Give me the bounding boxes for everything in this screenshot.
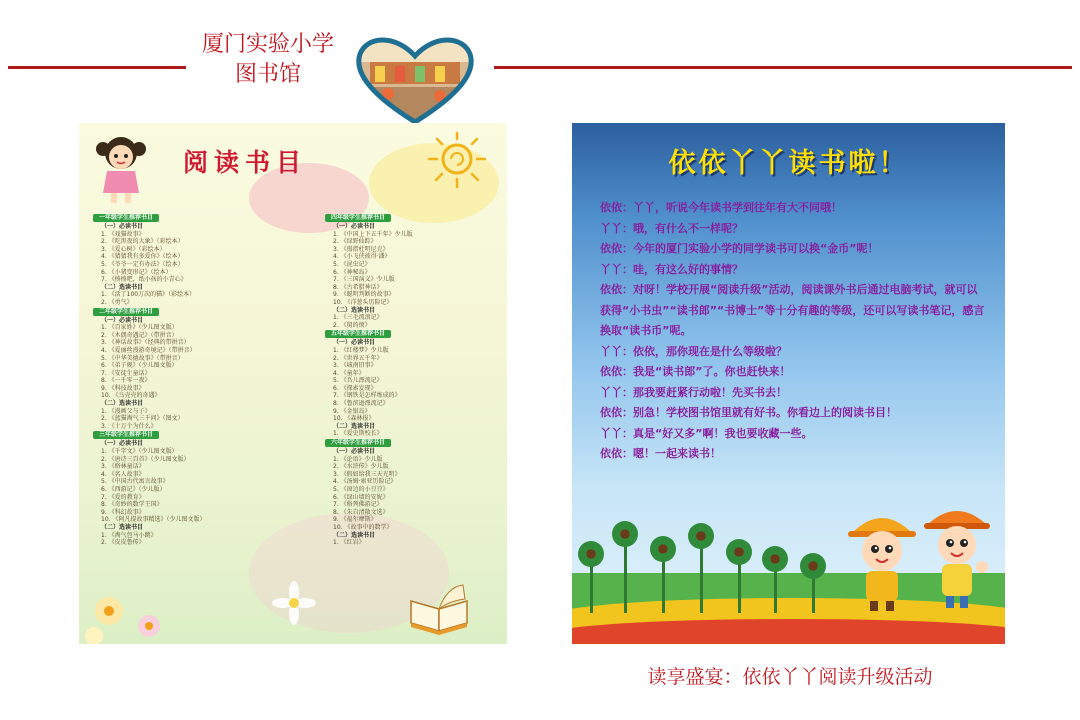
book-item: 2. 《皮皮鲁传》 bbox=[101, 539, 145, 547]
book-item: 2. 《吃黑夜的大象》（彩绘本） bbox=[101, 238, 184, 246]
activity-poster bbox=[572, 123, 1005, 644]
book-item: 3. 《神话故事》（经典的带拼音） bbox=[101, 339, 190, 347]
school-name: 厦门实验小学 bbox=[201, 32, 334, 57]
grade-heading-row bbox=[325, 329, 501, 339]
flower-icon bbox=[688, 523, 714, 549]
flower-icon bbox=[650, 536, 676, 562]
book-item: 6. 《小猪变形记》（绘本） bbox=[101, 268, 172, 276]
grade-heading: 五年级学生推荐书目 bbox=[325, 330, 391, 338]
list-subheading: （二）选读书目 bbox=[333, 531, 376, 539]
book-item: 10. 《阿凡提故事精选》（少儿图文版） bbox=[101, 516, 206, 524]
list-subheading: （一）必读书目 bbox=[333, 339, 376, 347]
book-item: 3. 《假如给我三天光明》 bbox=[333, 470, 401, 478]
grade-heading: 三年级学生推荐书目 bbox=[93, 431, 159, 439]
book-item: 2. 《舅的烦》 bbox=[333, 321, 371, 329]
book-item: 6. 《绿山墙的安妮》 bbox=[333, 493, 389, 501]
book-item: 1. 《活了100万次的猫》（彩绘本） bbox=[101, 291, 196, 299]
book-item: 1. 《中国上下五千年》少儿版 bbox=[333, 230, 413, 238]
book-item: 4. 《爱丽丝漫游奇境记》（带拼音） bbox=[101, 346, 196, 354]
book-item: 7. 《安徒生童话》 bbox=[101, 369, 151, 377]
book-item: 8. 《一千零一夜》 bbox=[101, 377, 151, 385]
activity-poster-title: 依依丫丫读书啦！ bbox=[668, 148, 909, 179]
book-item: 6. 《弟子规》（少儿图文版） bbox=[101, 362, 178, 370]
book-item: 9. 《聪明判断的故事》 bbox=[333, 291, 395, 299]
dialog-line: 依依：丫丫，听说今年读书学到往年有大不同哦！ bbox=[600, 201, 842, 214]
header-rule-left bbox=[8, 66, 186, 69]
book-item: 3. 《格林童话》 bbox=[101, 463, 145, 471]
dialog-line: 丫丫：哦，有什么不一样呢？ bbox=[600, 221, 743, 235]
book-item: 5. 《窗边的小豆豆》 bbox=[333, 486, 389, 493]
flower-icon bbox=[726, 539, 752, 565]
book-item: 9. 《福尔摩斯》 bbox=[333, 516, 377, 524]
book-item: 1. 《千字文》（少儿图文版） bbox=[101, 448, 178, 456]
list-subheading: （一）必读书目 bbox=[333, 448, 376, 456]
list-subheading: （一）必读书目 bbox=[333, 223, 376, 230]
grade-heading: 六年级学生推荐书目 bbox=[325, 439, 391, 447]
book-item: 7. 《格列佛游记》 bbox=[333, 501, 383, 509]
ground-red-band bbox=[572, 619, 1005, 644]
sun-icon bbox=[417, 129, 497, 193]
grade-heading: 一年级学生推荐书目 bbox=[93, 214, 159, 222]
book-item: 1. 《三毛流浪记》 bbox=[333, 314, 383, 322]
book-item: 5. 《爷爷一定有办法》（绘本） bbox=[101, 260, 184, 268]
book-item: 9. 《科幻故事》 bbox=[101, 508, 145, 516]
book-item: 7. 《钢铁是怎样炼成的》 bbox=[333, 392, 401, 400]
book-item: 9. 《金银岛》 bbox=[333, 407, 371, 415]
book-item: 3. 《爱心树》（彩绘本） bbox=[101, 245, 166, 253]
book-item: 4. 《童年》 bbox=[333, 369, 365, 377]
dialog-line: 丫丫：哇，有这么好的事情？ bbox=[600, 262, 743, 276]
dialog-text bbox=[600, 198, 985, 465]
book-item: 5. 《吾儿漂流记》 bbox=[333, 377, 383, 385]
reading-list-poster bbox=[79, 123, 507, 644]
book-item: 7. 《爱的教育》 bbox=[101, 493, 145, 501]
book-item: 5. 《中华美德故事》（带拼音） bbox=[101, 354, 184, 362]
dialog-line: 依依：嗯！一起来读书！ bbox=[600, 447, 721, 460]
reading-list-column-1 bbox=[93, 213, 293, 547]
poster-caption: 读享盛宴：依依丫丫阅读升级活动 bbox=[647, 666, 933, 688]
grade-heading-row bbox=[93, 307, 293, 317]
book-item: 3. 《十万个为什么》 bbox=[101, 422, 157, 430]
grade-heading-row bbox=[93, 213, 293, 223]
reading-list-column-2 bbox=[325, 213, 501, 547]
list-subheading: （二）选读书目 bbox=[101, 523, 144, 531]
list-subheading: （一）必读书目 bbox=[101, 223, 144, 230]
book-item: 8. 《古希腊神话》 bbox=[333, 283, 383, 291]
grade-heading: 四年级学生推荐书目 bbox=[325, 214, 391, 222]
list-subheading: （二）选读书目 bbox=[101, 283, 144, 291]
open-book-icon bbox=[407, 581, 471, 635]
flower-icon bbox=[578, 541, 604, 567]
book-item: 7. 《三国演义》少儿版 bbox=[333, 276, 395, 284]
book-item: 10. 《森林报》 bbox=[333, 415, 375, 423]
book-item: 9. 《科技故事》 bbox=[101, 384, 145, 392]
cartoon-kids-icon bbox=[842, 503, 1002, 613]
poster-title: 阅读书目 bbox=[183, 148, 308, 177]
grade-heading-row bbox=[93, 430, 293, 440]
book-item: 2. 《世界五千年》 bbox=[333, 354, 383, 362]
book-item: 10. 《洋葱头历险记》 bbox=[333, 298, 393, 306]
book-item: 8. 《鲁滨逊漂流记》 bbox=[333, 400, 389, 408]
book-item: 1. 《淘气包马小跳》 bbox=[101, 531, 157, 539]
daisy-icon bbox=[259, 578, 329, 628]
book-item: 6. 《探索发现》 bbox=[333, 384, 377, 392]
list-subheading: （二）选读书目 bbox=[101, 400, 144, 408]
book-item: 7. 《揍揍吧，纸小孩的小青心》 bbox=[101, 276, 187, 284]
list-subheading: （二）选读书目 bbox=[333, 422, 376, 430]
book-item: 1. 《漫画父与子》 bbox=[101, 407, 151, 415]
book-item: 4. 《小飞侠彼得·潘》 bbox=[333, 253, 391, 261]
dialog-line: 依依：对呀！学校开展“阅读升级”活动，阅读课外书后通过电脑考试，就可以获得“小书虫”“读书郎”“书博士”等十分有趣的等级，还可以写读书笔记，感言换取“读书币”呢。 bbox=[600, 283, 985, 337]
book-item: 2. 《蓝猫淘气三千问》（图文） bbox=[101, 415, 184, 423]
heart-photo-icon bbox=[350, 32, 480, 124]
book-item: 6. 《神秘岛》 bbox=[333, 268, 371, 276]
book-item: 1. 《论语》少儿版 bbox=[333, 455, 383, 463]
list-subheading: （一）必读书目 bbox=[101, 440, 144, 448]
book-item: 2. 《木偶奇遇记》（带拼音） bbox=[101, 331, 178, 339]
book-item: 1. 《戏猫故事》 bbox=[101, 230, 145, 238]
flower-icon bbox=[612, 521, 638, 547]
book-item: 10. 《故事中的数学》 bbox=[333, 523, 393, 531]
flowers-icon bbox=[79, 571, 189, 644]
book-item: 2. 《勇气》 bbox=[101, 298, 133, 306]
dialog-line: 丫丫：依依，那你现在是什么等级啦？ bbox=[600, 344, 787, 358]
book-item: 1. 《红岩》 bbox=[333, 539, 365, 547]
book-item: 3. 《拇指杜明尼克》 bbox=[333, 245, 389, 253]
book-item: 8. 《奇妙的数学王国》 bbox=[101, 501, 163, 509]
book-item: 3. 《城南旧事》 bbox=[333, 362, 377, 370]
dialog-line: 丫丫：那我要赶紧行动啦！先买书去！ bbox=[600, 385, 787, 399]
grade-heading-row bbox=[325, 213, 501, 223]
list-subheading: （一）必读书目 bbox=[101, 316, 144, 324]
flower-icon bbox=[800, 553, 826, 579]
dialog-line: 依依：今年的厦门实验小学的同学读书可以换“金币”呢！ bbox=[600, 242, 879, 255]
cartoon-girl-icon bbox=[93, 131, 149, 205]
book-item: 1. 《百家姓》（少儿图文版） bbox=[101, 324, 178, 332]
dialog-line: 依依：我是“读书郎”了。你也赶快来！ bbox=[600, 365, 791, 378]
book-item: 8. 《朱自清散文选》 bbox=[333, 508, 389, 516]
grade-heading: 二年级学生推荐书目 bbox=[93, 308, 159, 316]
book-item: 6. 《西游记》（少儿版） bbox=[101, 486, 166, 493]
header-title bbox=[186, 30, 350, 90]
header-rule-right bbox=[494, 66, 1072, 69]
book-item: 2. 《水浒传》少儿版 bbox=[333, 463, 389, 471]
book-item: 10. 《乌壳壳的奇遇》 bbox=[101, 392, 161, 400]
flower-icon bbox=[762, 546, 788, 572]
book-item: 5. 《中国古代寓言故事》 bbox=[101, 478, 169, 486]
book-item: 4. 《汤姆·索亚历险记》 bbox=[333, 478, 397, 486]
grade-heading-row bbox=[325, 438, 501, 448]
book-item: 4. 《名人故事》 bbox=[101, 470, 145, 478]
book-item: 4. 《猜猜我有多爱你》（绘本） bbox=[101, 253, 184, 261]
book-item: 1. 《红楼梦》少儿版 bbox=[333, 346, 389, 354]
book-item: 5. 《昆虫记》 bbox=[333, 260, 371, 268]
dialog-line: 依依：别急！学校图书馆里就有好书。你看边上的阅读书目！ bbox=[600, 406, 897, 419]
library-name: 图书馆 bbox=[234, 62, 301, 87]
book-item: 2. 《唐诗三百首》（少儿图文版） bbox=[101, 455, 190, 463]
book-item: 1. 《爱史斯校长》 bbox=[333, 430, 383, 438]
book-item: 2. 《绿野仙踪》 bbox=[333, 238, 377, 246]
dialog-line: 丫丫：真是“好又多”啊！我也要收藏一些。 bbox=[600, 426, 813, 440]
list-subheading: （二）选读书目 bbox=[333, 306, 376, 314]
